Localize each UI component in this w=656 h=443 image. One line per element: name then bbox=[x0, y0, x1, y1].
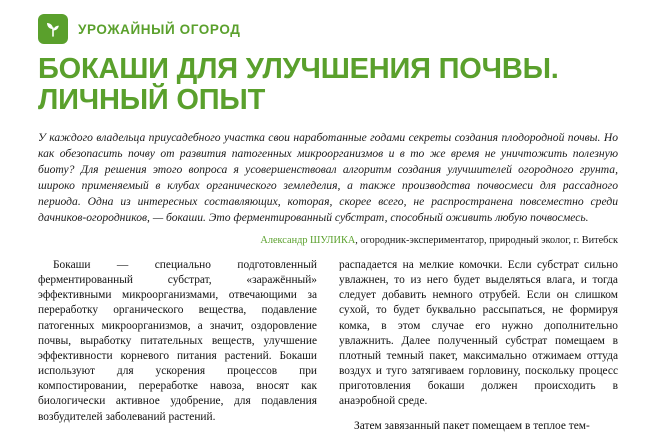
page-title: БОКАШИ ДЛЯ УЛУЧШЕНИЯ ПОЧВЫ. ЛИЧНЫЙ ОПЫТ bbox=[38, 53, 559, 117]
byline bbox=[38, 235, 618, 246]
column-right bbox=[339, 258, 618, 443]
masthead bbox=[0, 0, 656, 44]
byline-author: Александр ШУЛИКА bbox=[260, 234, 356, 246]
column-left bbox=[38, 258, 317, 443]
paragraph: распадается на мелкие комочки. Если субстрат сильно увлажнен, то из него будет выделяться влага, и тогда следует добавить немного отрубей. Если он слишком сухой, то будет буквально рассыпаться, не формируя комка, в этом случае его нужно дополнительно увлажнить. Далее полученный субстрат помещаем в плотный темный пакет, максимально отжимаем оттуда воздух и туго затягиваем горловину, поскольку процесс приготовления бокаши должен происходить в анаэробной среде. bbox=[339, 258, 618, 408]
section-label: УРОЖАЙНЫЙ ОГОРОД bbox=[78, 21, 241, 37]
lead-paragraph: У каждого владельца приусадебного участка свои наработанные годами секреты создания плодородной почвы. Но как обезопасить почву от развития патогенных микроорганизмов и в то же время не уничтожить полезную биоту? Для решения этого вопроса я усовершенствовал алгоритм создания улучшителей огородного грунта, широко применяемый в клубах органического земледелия, а также производства почвосмеси для рассадного периода. Одна из интересных составляющих, которая, скорее всего, не распространена повсеместно среди дачников-огородников, — бокаши. Это ферментированный субстрат, способный оживить любую почвосмесь. bbox=[38, 131, 618, 224]
sprout-icon bbox=[38, 14, 68, 44]
paragraph: Бокаши — специально подготовленный ферментированный субстрат, «заражённый» эффективными микроорганизмами, отвечающими за переработку органического вещества, подавление патогенных микроорганизмов, а значит, оздоровление почвы, выработку питательных веществ, улучшение эффективности корневого питания растений. Бокаши используют для ускорения процессов при компостировании, переработке навоза, вносят как биологически активное удобрение, для подавления возбудителей заболеваний растений. bbox=[38, 258, 317, 423]
byline-credentials: , огородник-экспериментатор, природный эколог, г. Витебск bbox=[355, 234, 618, 246]
paragraph: Затем завязанный пакет помещаем в теплое тем- bbox=[354, 419, 590, 432]
body-columns bbox=[38, 258, 618, 443]
